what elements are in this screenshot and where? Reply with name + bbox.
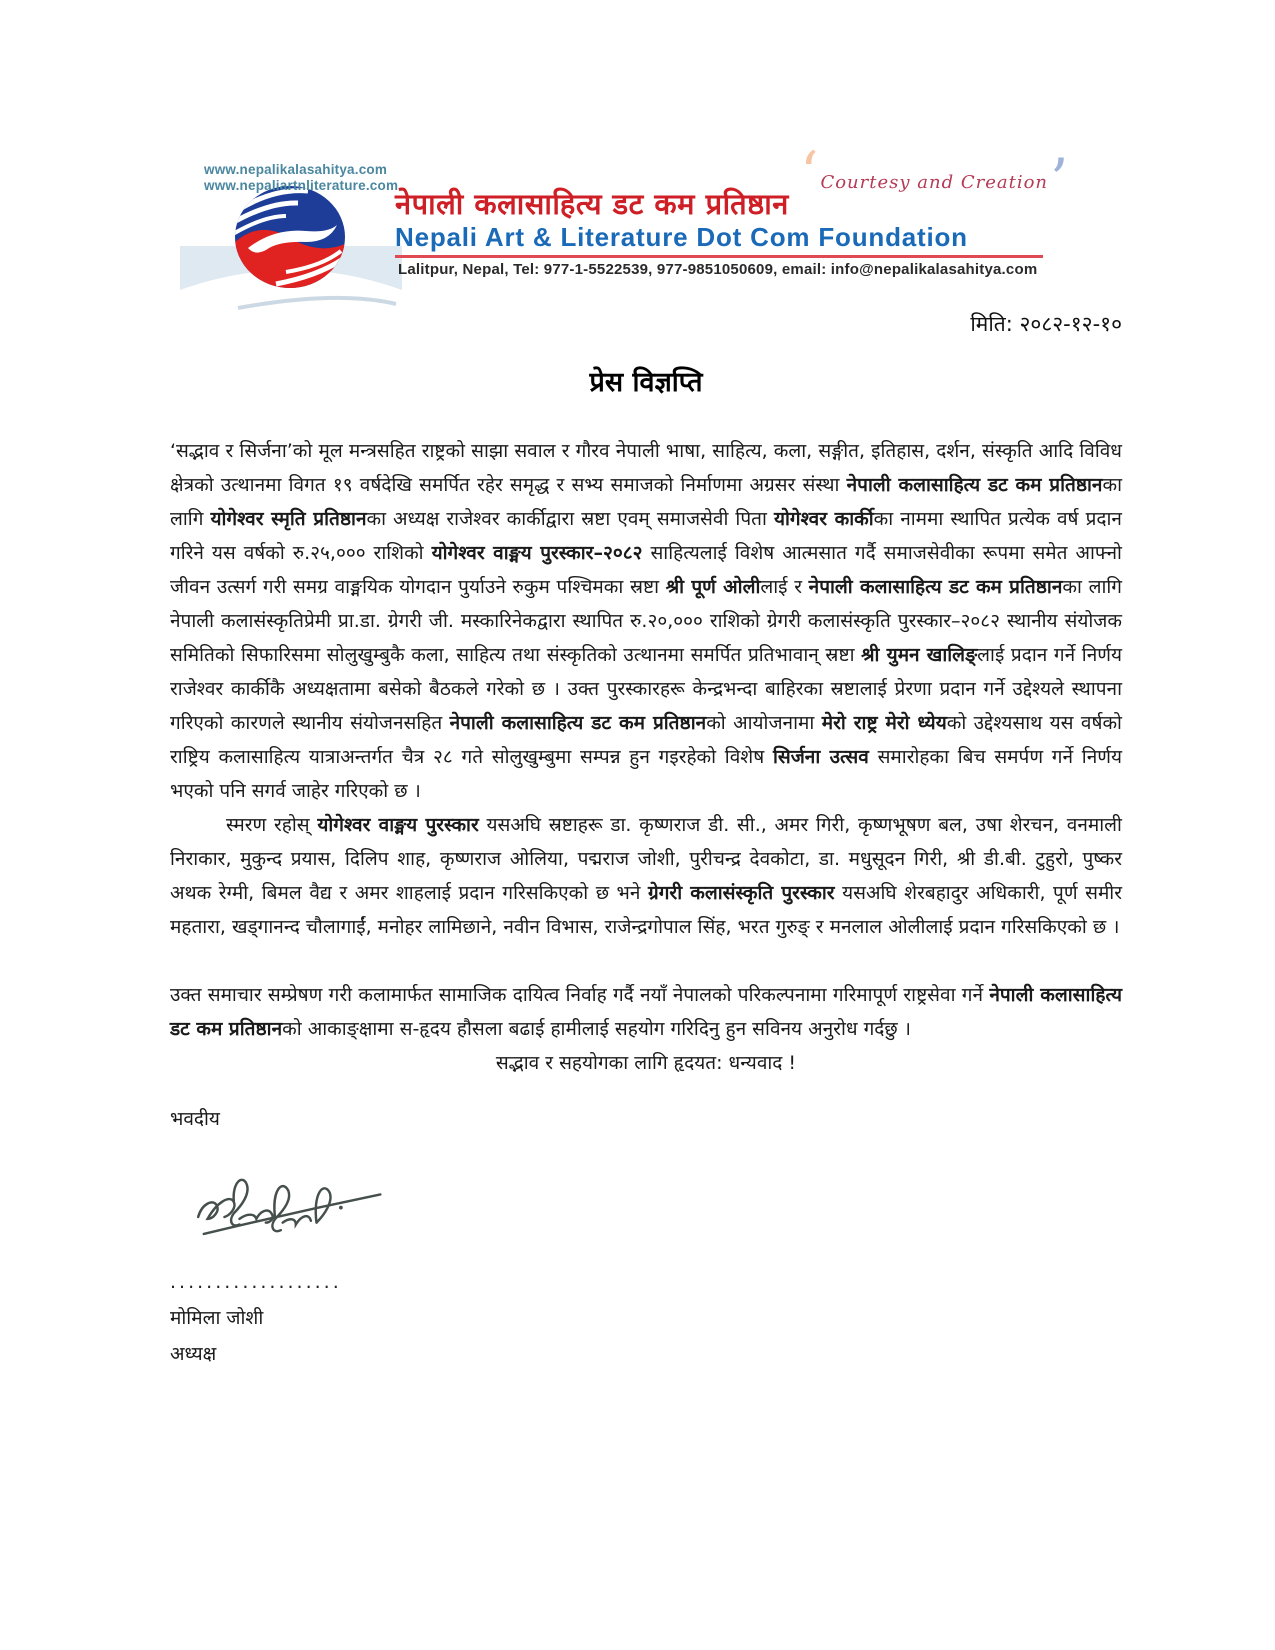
paragraph — [170, 1046, 1122, 1080]
bold-text-segment: नेपाली कलासाहित्य डट कम प्रतिष्ठान — [846, 474, 1103, 496]
handwritten-signature-icon — [178, 1140, 408, 1248]
document-body — [170, 434, 1122, 1371]
bold-text-segment: सिर्जना उत्सव — [772, 746, 869, 768]
text-segment: स्मरण रहोस् — [226, 814, 318, 836]
text-segment: लाई र — [760, 576, 809, 598]
bold-text-segment: नेपाली कलासाहित्य डट कम प्रतिष्ठान — [170, 984, 1122, 1040]
signatory-title: अध्यक्ष — [170, 1343, 217, 1365]
text-segment: यसअघि स्रष्टाहरू डा. कृष्णराज डी. सी., अमर गिरी, कृष्णभूषण बल, उषा शेरचन, वनमाली निराकार, मुकुन्द प्रयास, दिलिप शाह, कृष्णराज ओलिया, पद्मराज जोशी, पुरीचन्द्र देवकोटा, डा. मधुसूदन गिरी, श्री डी.बी. टुहुरो, पुष्कर अथक रेग्मी, बिमल वैद्य र अमर शाहलाई प्रदान गरिसकिएको छ भने — [170, 814, 1122, 904]
text-segment: उक्त समाचार सम्प्रेषण गरी कलामार्फत सामाजिक दायित्व निर्वाह गर्दै नयाँ नेपालको परिकल्पनामा गरिमापूर्ण राष्ट्रसेवा गर्ने — [170, 984, 990, 1006]
tagline — [800, 139, 1069, 214]
text-segment: साहित्यलाई विशेष आत्मसात गर्दै समाजसेवीका रूपमा समेत आफ्नो जीवन उत्सर्ग गरी समग्र वाङ्मयिक योगदान पुर्याउने रुकुम पश्चिमका स्रष्टा — [170, 542, 1122, 598]
text-segment: को आकाङ्क्षामा स-हृदय हौसला बढाई हामीलाई सहयोग गरिदिनु हुन सविनय अनुरोध गर्दछु । — [282, 1018, 911, 1040]
bold-text-segment: नेपाली कलासाहित्य डट कम प्रतिष्ठान — [449, 712, 707, 734]
org-name-nepali: नेपाली कलासाहित्य डट कम प्रतिष्ठान — [395, 187, 789, 221]
dotted-line: ................... — [170, 1271, 342, 1293]
bold-text-segment: योगेश्वर कार्की — [773, 508, 874, 530]
header-rule — [395, 255, 1043, 258]
paragraphs-container — [170, 434, 1122, 1080]
bold-text-segment: मेरो राष्ट्र मेरो ध्येय — [821, 712, 947, 734]
text-segment: समारोहका बिच समर्पण गर्ने निर्णय भएको पनि सगर्व जाहेर गरिएको छ । — [170, 746, 1123, 802]
text-segment: का लागि — [170, 474, 1122, 530]
signature-image — [178, 1140, 1122, 1259]
website-url-2: www.nepaliartnliterature.com — [204, 178, 399, 193]
opening-quote-icon: ‘ — [800, 139, 819, 207]
text-segment: का लागि नेपाली कलासंस्कृतिप्रेमी प्रा.डा. ग्रेगरी जी. मस्कारिनेकद्वारा स्थापित रु.२०,००० राशिको ग्रेगरी कलासंस्कृति पुरस्कार–२०८२ स्थानीय संयोजक समितिको सिफारिसमा सोलुखुम्बुकै कला, साहित्य तथा संस्कृतिको उत्थानमा समर्पित प्रतिभावान् स्रष्टा — [170, 576, 1122, 666]
bold-text-segment: नेपाली कलासाहित्य डट कम प्रतिष्ठान — [808, 576, 1063, 598]
bold-text-segment: श्री पूर्ण ओली — [665, 576, 761, 598]
text-segment: का अध्यक्ष राजेश्वर कार्कीद्वारा स्रष्टा एवम् समाजसेवी पिता — [366, 508, 774, 530]
bold-text-segment: योगेश्वर वाङ्मय पुरस्कार — [317, 814, 479, 836]
text-segment: ‘सद्भाव र सिर्जना’को मूल मन्त्रसहित राष्ट्रको साझा सवाल र गौरव नेपाली भाषा, साहित्य, कला, सङ्गीत, इतिहास, दर्शन, संस्कृति आदि विविध क्षेत्रको उत्थानमा विगत १९ वर्षदेखि समर्पित रहेर समृद्ध र सभ्य समाजको निर्माणमा अग्रसर संस्था — [170, 440, 1122, 496]
valediction: भवदीय — [170, 1108, 220, 1130]
paragraph — [170, 978, 1122, 1046]
paragraph — [170, 434, 1122, 808]
bold-text-segment: श्री युमन खालिङ् — [861, 644, 978, 666]
signatory-name: मोमिला जोशी — [170, 1307, 264, 1329]
text-segment: का नाममा स्थापित प्रत्येक वर्ष प्रदान गरिने यस वर्षको रु.२५,००० राशिको — [170, 508, 1122, 564]
press-release-title: प्रेस विज्ञप्ति — [589, 367, 703, 398]
paragraph — [170, 808, 1122, 944]
date-line: मिति: २०८२-१२-१० — [970, 312, 1122, 336]
closing-quote-icon: ’ — [1050, 146, 1069, 214]
text-segment: यसअघि शेरबहादुर अधिकारी, पूर्ण समीर महतारा, खड्गानन्द चौलागाईं, मनोहर लामिछाने, नवीन विभास, राजेन्द्रगोपाल सिंह, भरत गुरुङ् र मनलाल ओलीलाई प्रदान गरिसकिएको छ । — [170, 882, 1122, 938]
bold-text-segment: ग्रेगरी कलासंस्कृति पुरस्कार — [648, 882, 835, 904]
text-segment: सद्भाव र सहयोगका लागि हृदयत: धन्यवाद ! — [495, 1052, 797, 1074]
contact-info: Lalitpur, Nepal, Tel: 977-1-5522539, 977-9851050609, email: info@nepalikalasahitya.com — [398, 261, 1038, 278]
bold-text-segment: योगेश्वर वाङ्मय पुरस्कार–२०८२ — [431, 542, 643, 564]
text-segment: को उद्देश्यसाथ यस वर्षको राष्ट्रिय कलासाहित्य यात्राअन्तर्गत चैत्र २८ गते सोलुखुम्बुमा सम्पन्न हुन गइरहेको विशेष — [170, 712, 1122, 768]
website-url-1: www.nepalikalasahitya.com — [204, 162, 388, 177]
org-name-english: Nepali Art & Literature Dot Com Foundation — [395, 222, 968, 252]
bold-text-segment: योगेश्वर स्मृति प्रतिष्ठान — [210, 508, 367, 530]
tagline-text: Courtesy and Creation — [820, 172, 1049, 193]
website-urls — [204, 162, 398, 194]
text-segment: लाई प्रदान गर्ने निर्णय राजेश्वर कार्कीकै अध्यक्षतामा बसेको बैठकले गरेको छ । उक्त पुरस्कारहरू केन्द्रभन्दा बाहिरका स्रष्टालाई प्रेरणा प्रदान गर्ने उद्देश्यले स्थापना गरिएको कारणले स्थानीय संयोजनसहित — [170, 644, 1122, 734]
text-segment: को आयोजनामा — [706, 712, 822, 734]
